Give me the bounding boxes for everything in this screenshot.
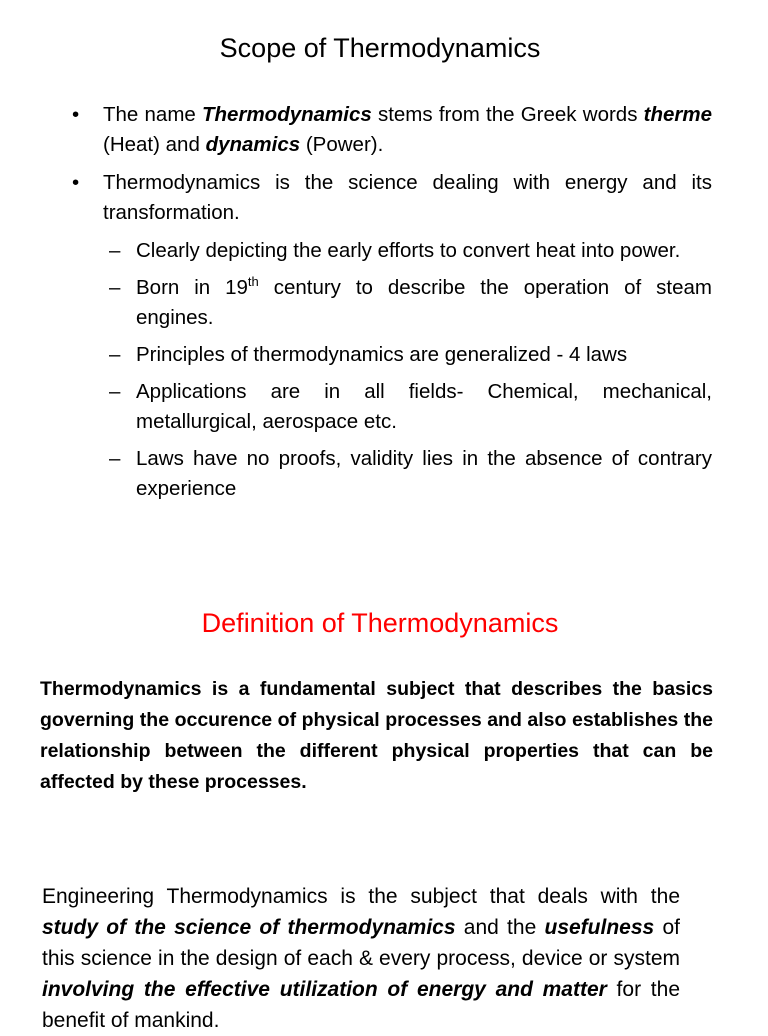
- sub-bullet-text: Clearly depicting the early efforts to convert heat into power.: [136, 239, 681, 262]
- dash-marker: –: [109, 380, 121, 403]
- emphasis-term: usefulness: [544, 916, 655, 939]
- sub-bullet-item: [72, 340, 712, 370]
- paragraph-text: of this science in the design of each & every process, device or system: [42, 916, 680, 970]
- dash-marker: –: [109, 239, 121, 262]
- definition-heading: Definition of Thermodynamics: [201, 608, 559, 638]
- sub-bullet-item: [72, 273, 712, 333]
- sub-bullet-item: [72, 377, 712, 437]
- bullet-text: (Heat) and: [103, 133, 206, 156]
- emphasis-term: involving the effective utilization of energy and matter: [42, 978, 607, 1001]
- paragraph-text: Engineering Thermodynamics is the subject that deals with the: [42, 885, 680, 908]
- bullet-text: stems from the Greek words: [371, 103, 644, 126]
- dash-marker: –: [109, 276, 121, 299]
- slide-title: Scope of Thermodynamics: [219, 33, 541, 63]
- dash-marker: –: [109, 447, 121, 470]
- sub-bullet-text: Born in 19: [136, 276, 248, 299]
- sub-bullet-text: Principles of thermodynamics are generalized - 4 laws: [136, 343, 628, 366]
- definition-paragraph: Thermodynamics is a fundamental subject that describes the basics governing the occurence of physical processes and also establishes the relationship between the different physical properties that can be affected by these processes.: [40, 678, 713, 793]
- bullet-text: The name: [103, 103, 203, 126]
- bullet-list: [72, 100, 712, 511]
- bullet-text: Thermodynamics is the science dealing with energy and its transformation.: [103, 171, 712, 224]
- dash-marker: –: [109, 343, 121, 366]
- superscript: th: [247, 274, 259, 290]
- bullet-item: [72, 100, 712, 160]
- sub-bullet-text: Laws have no proofs, validity lies in the absence of contrary experience: [136, 447, 712, 500]
- sub-bullet-text: Applications are in all fields- Chemical, mechanical, metallurgical, aerospace etc.: [136, 380, 712, 433]
- emphasis-term: therme: [643, 103, 713, 126]
- bullet-item: [72, 168, 712, 228]
- paragraph-text: and the: [455, 916, 545, 939]
- bullet-text: (Power).: [300, 133, 384, 156]
- emphasis-term: dynamics: [205, 133, 301, 156]
- sub-bullet-item: [72, 444, 712, 504]
- sub-bullet-item: [72, 236, 712, 266]
- paragraph-text: for the benefit of mankind.: [42, 978, 680, 1032]
- sub-bullet-text: century to describe the operation of steam engines.: [136, 276, 712, 329]
- emphasis-term: Thermodynamics: [202, 103, 372, 126]
- bullet-marker: •: [72, 103, 80, 126]
- engineering-paragraph: [42, 881, 680, 1036]
- bullet-marker: •: [72, 171, 80, 194]
- emphasis-term: study of the science of thermodynamics: [42, 916, 456, 939]
